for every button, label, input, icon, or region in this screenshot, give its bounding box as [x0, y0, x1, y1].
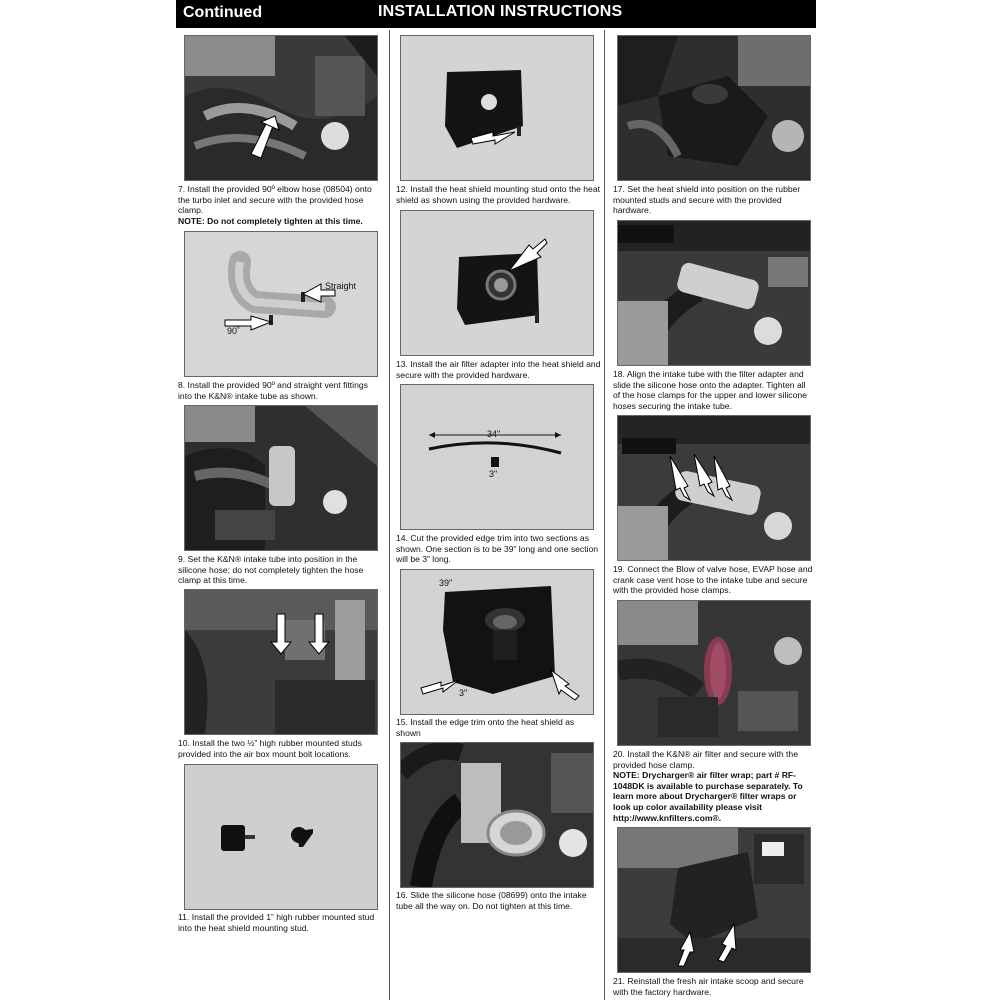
step-14-caption: 14. Cut the provided edge trim into two sections as shown. One section is to be 39” long and one section will be 3” long. — [396, 533, 599, 565]
step-16-caption: 16. Slide the silicone hose (08699) onto the intake tube all the way on. Do not tighten at this time. — [396, 890, 587, 911]
step-21-photo — [617, 827, 811, 973]
step-16-photo — [400, 742, 594, 888]
column-divider-1 — [389, 30, 390, 1000]
step-10-caption: 10. Install the two ½” high rubber mounted studs provided into the air box mount bolt locations. — [178, 738, 362, 759]
step-20-text: 20. Install the K&N® air filter and secure with the provided hose clamp. — [613, 749, 798, 770]
step-8-straight-label: Straight — [325, 281, 357, 291]
step-20-photo — [617, 600, 811, 746]
step-15-long-label: 39" — [439, 578, 453, 588]
step-12-photo — [400, 35, 594, 181]
step-15-short-label: 3" — [459, 688, 468, 698]
step-10-photo — [184, 589, 378, 735]
step-18-photo — [617, 220, 811, 366]
step-17-caption: 17. Set the heat shield into position on the rubber mounted studs and secure with the provided hardware. — [613, 184, 801, 216]
step-20-note: NOTE: Drycharger® air filter wrap; part # RF-1048DK is available to purchase separately. To learn more about Drycharger® filter wraps or look up color availability please visit http://www.knfilters.com®. — [613, 770, 803, 823]
step-8-90-label: 90˚ — [227, 326, 241, 336]
step-14-long-label: 34" — [487, 429, 501, 439]
continued-label: Continued — [183, 4, 263, 21]
step-7-note: NOTE: Do not completely tighten at this time. — [178, 215, 363, 226]
step-8-photo — [184, 231, 378, 377]
header-bar — [176, 0, 816, 28]
step-15-photo — [400, 569, 594, 715]
page-title: INSTALLATION INSTRUCTIONS — [378, 3, 623, 20]
step-7-text: 7. Install the provided 90º elbow hose (08504) onto the turbo inlet and secure with the provided hose clamp. — [178, 184, 372, 216]
step-12-caption: 12. Install the heat shield mounting stud onto the heat shield as shown using the provided hardware. — [396, 184, 601, 205]
step-14-photo — [400, 384, 594, 530]
step-17-photo — [617, 35, 811, 181]
step-13-photo — [400, 210, 594, 356]
step-21-caption: 21. Reinstall the fresh air intake scoop and secure with the factory hardware. — [613, 976, 804, 997]
step-11-caption: 11. Install the provided 1” high rubber mounted stud into the heat shield mounting stud. — [178, 912, 375, 933]
step-19-photo — [617, 415, 811, 561]
column-divider-2 — [604, 30, 605, 1000]
step-7-caption — [178, 184, 378, 226]
step-9-photo — [184, 405, 378, 551]
step-14-short-label: 3" — [489, 469, 498, 479]
step-19-caption: 19. Connect the Blow of valve hose, EVAP hose and crank case vent hose to the intake tube and secure with the provided hose clamps. — [613, 564, 813, 596]
step-20-caption — [613, 749, 813, 823]
step-7-photo — [184, 35, 378, 181]
step-11-photo — [184, 764, 378, 910]
step-9-caption: 9. Set the K&N® intake tube into position in the silicone hose; do not completely tighten the hose clamp at this time. — [178, 554, 364, 586]
step-18-caption: 18. Align the intake tube with the filter adapter and slide the silicone hose onto the adapter. Tighten all of the hose clamps for the upper and lower silicone hoses securing the intake tube. — [613, 369, 807, 411]
step-13-caption: 13. Install the air filter adapter into the heat shield and secure with the provided hardware. — [396, 359, 601, 380]
step-8-caption: 8. Install the provided 90º and straight vent fittings into the K&N® intake tube as shown. — [178, 380, 368, 401]
step-15-caption: 15. Install the edge trim onto the heat shield as shown — [396, 717, 575, 738]
